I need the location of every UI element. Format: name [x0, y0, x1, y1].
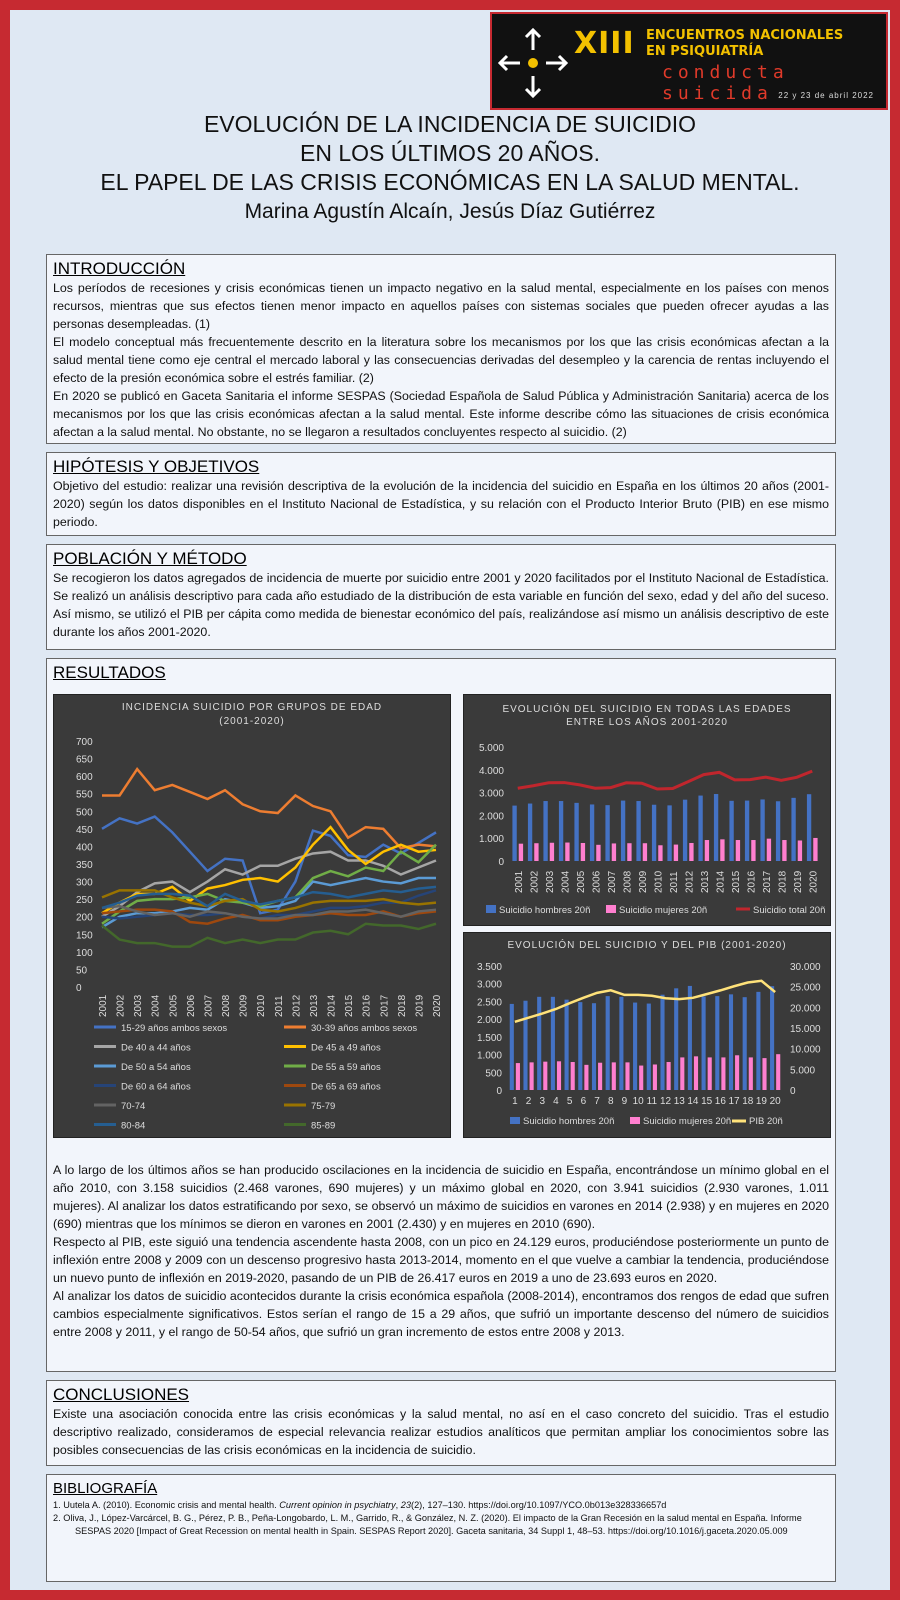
bar-men [683, 800, 687, 861]
x-tick-label: 2017 [379, 994, 391, 1017]
chart1-title: INCIDENCIA SUICIDIO POR GRUPOS DE EDAD [121, 702, 383, 713]
conclusions-heading: CONCLUSIONES [53, 1385, 190, 1404]
series-line [102, 924, 436, 947]
bar-women [571, 1062, 575, 1090]
ref1-volume: 23 [400, 1500, 412, 1510]
bar-men [512, 806, 516, 861]
x-tick-label: 7 [594, 1096, 600, 1107]
ref1-pages-doi: (2), 127–130. https://doi.org/10.1097/YCO.0b013e328336657d [411, 1500, 667, 1510]
y-tick-label: 400 [76, 842, 93, 854]
x-tick-label: 13 [673, 1096, 685, 1107]
x-tick-label: 2016 [746, 870, 758, 893]
authors: Marina Agustín Alcaín, Jesús Díaz Gutiérrez [244, 200, 656, 223]
intro-paragraph-1: Los períodos de recesiones y crisis económicas tienen un impacto negativo en la salud mental, especialmente en los países con menos recursos, mientras que sus efectos tienen menor impacto en aquellos países con sistemas sociales que pueden ofrecer ayudas a las personas desempleadas. (1) [53, 281, 829, 331]
bar-men [667, 805, 671, 861]
y2-tick-label: 20.000 [790, 1003, 821, 1015]
bar-women [550, 843, 554, 861]
bar-men [537, 997, 541, 1090]
bar-women [736, 840, 740, 861]
legend-label: Suicidio hombres 20ñ [499, 905, 591, 916]
chart1-plot [54, 695, 450, 1137]
intro-section [46, 254, 836, 444]
bar-men [621, 801, 625, 861]
x-tick-label: 14 [687, 1096, 699, 1107]
hypothesis-section [46, 452, 836, 536]
chart2-plot [464, 695, 830, 925]
bar-men [510, 1004, 514, 1090]
bar-men [590, 804, 594, 861]
bar-women [653, 1064, 657, 1090]
x-tick-label: 2004 [150, 994, 162, 1017]
bar-women [721, 1057, 725, 1090]
ref1-authors: 1. Uutela A. (2010). Economic crisis and mental health. [53, 1500, 280, 1510]
results-heading: RESULTADOS [53, 663, 166, 682]
bar-men [652, 805, 656, 861]
x-tick-label: 2008 [622, 870, 634, 893]
x-tick-label: 2011 [668, 871, 680, 893]
legend-label: 80-84 [121, 1120, 146, 1132]
x-tick-label: 5 [566, 1096, 573, 1107]
bar-women [643, 843, 647, 861]
x-tick-label: 2018 [777, 870, 789, 893]
bar-women [627, 843, 631, 861]
legend-label: De 45 a 49 años [311, 1042, 381, 1054]
x-tick-label: 2012 [291, 994, 303, 1017]
y2-tick-label: 30.000 [790, 962, 821, 973]
legend-label: Suicidio mujeres 20ñ [619, 905, 708, 916]
bar-women [674, 845, 678, 861]
bar-women [694, 1056, 698, 1090]
logo-line-2: EN PSIQUIATRÍA [646, 44, 764, 59]
bar-women [735, 1055, 739, 1090]
bar-men [559, 801, 563, 861]
title-line-2: EN LOS ÚLTIMOS 20 AÑOS. [300, 140, 600, 166]
y-tick-label: 50 [76, 965, 88, 977]
event-logo [490, 12, 888, 110]
x-tick-label: 15 [701, 1096, 713, 1107]
y-tick-label: 200 [76, 912, 93, 924]
bar-men [688, 986, 692, 1090]
bar-men [633, 1003, 637, 1090]
y-tick-label: 250 [76, 895, 93, 907]
legend-label: 30-39 años ambos sexos [311, 1023, 418, 1034]
bar-women [598, 1063, 602, 1090]
y-tick-label: 3.500 [476, 962, 502, 973]
bar-women [612, 1062, 616, 1090]
bar-men [619, 997, 623, 1090]
legend-label: De 50 a 54 años [121, 1062, 191, 1073]
bar-men [592, 1003, 596, 1090]
bar-men [807, 794, 811, 861]
conclusions-section [46, 1380, 836, 1466]
bar-women [813, 838, 817, 861]
age-group-chart [53, 694, 451, 1138]
legend-label: 70-74 [121, 1101, 146, 1112]
bar-women [584, 1065, 588, 1090]
x-tick-label: 2010 [256, 994, 268, 1017]
y-tick-label: 3.000 [478, 788, 504, 800]
bar-women [776, 1054, 780, 1090]
x-tick-label: 4 [553, 1096, 559, 1107]
x-tick-label: 2006 [591, 870, 603, 893]
poster-title [10, 110, 890, 226]
legend-label: 75-79 [311, 1101, 336, 1112]
bar-women [612, 843, 616, 861]
bar-women [534, 843, 538, 861]
y-tick-label: 2.000 [478, 811, 504, 823]
y2-tick-label: 5.000 [790, 1065, 816, 1077]
compass-arrows-icon [498, 28, 568, 98]
intro-paragraph-2: El modelo conceptual más frecuentemente descrito en la literatura sobre los mecanismos por los que las crisis económicas afectan a la salud mental tiene como eje central el mercado laboral y las consecuencias derivadas del desempleo y la carencia de rentas incluyendo el efecto de la presión económica sobre el estrés familiar. (2) [53, 335, 829, 385]
bar-women [625, 1062, 629, 1090]
x-tick-label: 2014 [715, 870, 727, 893]
x-tick-label: 10 [632, 1096, 644, 1107]
x-tick-label: 2003 [133, 994, 145, 1017]
x-tick-label: 2001 [513, 870, 525, 893]
bar-men [715, 996, 719, 1090]
legend-label: 15-29 años ambos sexos [121, 1023, 228, 1034]
x-tick-label: 2019 [792, 870, 804, 893]
x-tick-label: 17 [728, 1096, 740, 1107]
bar-women [581, 843, 585, 861]
x-tick-label: 2020 [808, 870, 820, 893]
bar-men [528, 804, 532, 861]
x-tick-label: 19 [755, 1096, 768, 1107]
y2-tick-label: 10.000 [790, 1044, 821, 1056]
x-tick-label: 2014 [326, 994, 338, 1017]
chart2-title: EVOLUCIÓN DEL SUICIDIO EN TODAS LAS EDADES [502, 704, 792, 715]
bar-men [606, 996, 610, 1090]
y-tick-label: 5.000 [478, 743, 504, 754]
y-tick-label: 0 [496, 1086, 502, 1097]
bar-women [689, 843, 693, 861]
x-tick-label: 2008 [221, 994, 233, 1017]
bar-men [543, 801, 547, 861]
legend-swatch [486, 905, 496, 913]
bar-women [751, 840, 755, 861]
bar-men [729, 801, 733, 861]
y-tick-label: 650 [76, 754, 93, 766]
y-tick-label: 0 [76, 983, 82, 994]
bar-women [705, 840, 709, 861]
x-tick-label: 2005 [575, 870, 587, 893]
logo-number: XIII [574, 26, 635, 61]
x-tick-label: 2 [525, 1096, 532, 1107]
chart3-plot [464, 933, 830, 1137]
bar-women [708, 1057, 712, 1090]
bar-men [770, 986, 774, 1090]
bar-women [667, 1062, 671, 1090]
bar-men [660, 995, 664, 1090]
ref1-journal: Current opinion in psychiatry [279, 1500, 396, 1510]
legend-label: De 40 a 44 años [121, 1042, 191, 1054]
reference-1 [53, 1499, 829, 1512]
y-tick-label: 0 [498, 857, 504, 868]
legend-label: Suicidio total 20ñ [753, 905, 826, 916]
x-tick-label: 2019 [414, 994, 426, 1017]
bar-men [574, 803, 578, 861]
bar-men [674, 988, 678, 1090]
title-line-1: EVOLUCIÓN DE LA INCIDENCIA DE SUICIDIO [203, 111, 697, 137]
legend-label: De 60 a 64 años [121, 1081, 191, 1093]
x-tick-label: 6 [580, 1096, 587, 1107]
bar-women [530, 1062, 534, 1090]
y-tick-label: 350 [76, 860, 93, 871]
y2-tick-label: 0 [790, 1086, 796, 1097]
x-tick-label: 9 [621, 1096, 628, 1107]
x-tick-label: 2017 [761, 870, 773, 893]
x-tick-label: 2005 [168, 994, 180, 1017]
bibliography-list [53, 1499, 829, 1538]
x-tick-label: 2003 [544, 870, 556, 893]
reference-2: 2. Oliva, J., López-Varcárcel, B. G., Pérez, P. B., Peña-Longobardo, L. M., Garrido, R., & González, N. Z. (2020). El impacto de la Gran Recesión en la salud mental en España. Informe SESPAS 2020 [Impact of Great Recession on mental health in Spain. SESPAS Report 2020]. Gaceta sanitaria, 34 Suppl 1, 48–53. https://doi.org/10.1016/j.gaceta.2020.05.009 [53, 1513, 802, 1536]
y2-tick-label: 25.000 [790, 982, 821, 994]
legend-label: 85-89 [311, 1120, 336, 1132]
bibliography-section [46, 1474, 836, 1582]
y-tick-label: 700 [76, 737, 93, 748]
poster [10, 10, 890, 1590]
chart1-subtitle: (2001-2020) [219, 716, 285, 727]
bar-women [798, 840, 802, 861]
bar-men [714, 794, 718, 861]
bar-women [680, 1057, 684, 1090]
bar-women [782, 840, 786, 861]
logo-date: 22 y 23 de abril 2022 [778, 91, 874, 100]
bar-women [543, 1062, 547, 1090]
method-paragraph: Se recogieron los datos agregados de incidencia de muerte por suicidio entre 2001 y 2020 facilitados por el Instituto Nacional de Estadística. Se realizó un análisis descriptivo para cada año estudiado de la distribución de esta variable en función del sexo, edad y del año del suceso. Así mismo, se utilizó el PIB per cápita como medida de bienestar económico del país, realizándose así mismo un análisis descriptivo de este durante los años 2001-2020. [53, 571, 829, 639]
method-heading: POBLACIÓN Y MÉTODO [53, 549, 247, 568]
x-tick-label: 2004 [560, 870, 572, 893]
bar-women [519, 844, 523, 861]
results-paragraph-2: Respecto al PIB, este siguió una tendencia ascendente hasta 2008, con un pico en 24.129 euros, produciéndose posteriormente un punto de inflexión entre 2008 y 2009 con un descenso progresivo hasta 2013-2014, momento en el que vuelve a cambiar la tendencia, produciéndose un nuevo punto de inflexión en 2019-2020, pasando de un PIB de 26.417 euros en 2019 a uno de 23.693 euros en 2020. [53, 1235, 829, 1285]
x-tick-label: 2012 [684, 870, 696, 893]
y-tick-label: 1.500 [476, 1032, 502, 1044]
title-line-3: EL PAPEL DE LAS CRISIS ECONÓMICAS EN LA SALUD MENTAL. [100, 169, 800, 195]
x-tick-label: 18 [742, 1096, 754, 1107]
intro-heading: INTRODUCCIÓN [53, 259, 186, 278]
x-tick-label: 2007 [606, 870, 618, 893]
y-tick-label: 500 [76, 807, 93, 819]
suicide-pib-chart [463, 932, 831, 1138]
x-tick-label: 12 [659, 1096, 672, 1107]
y-tick-label: 600 [76, 772, 93, 784]
chart2-subtitle: ENTRE LOS AÑOS 2001-2020 [566, 717, 728, 728]
y-tick-label: 300 [76, 877, 93, 889]
legend-label: De 55 a 59 años [311, 1062, 381, 1073]
hypothesis-paragraph: Objetivo del estudio: realizar una revisión descriptiva de la evolución de la incidencia del suicidio en España en los últimos 20 años (2001-2020) según los datos disponibles en el Instituto Nacional de Estadística, y su relación con el Producto Interior Bruto (PIB) en ese mismo periodo. [53, 479, 829, 529]
legend-label: De 65 a 69 años [311, 1081, 381, 1093]
x-tick-label: 2001 [98, 994, 109, 1017]
bar-men [523, 1001, 527, 1090]
bar-women [749, 1057, 753, 1090]
legend-swatch [606, 905, 616, 913]
bar-men [729, 994, 733, 1090]
x-tick-label: 2009 [637, 870, 649, 893]
bar-men [605, 805, 609, 861]
bar-women [596, 845, 600, 861]
logo-subtitle: conducta suicida [662, 62, 789, 104]
x-tick-label: 1 [512, 1096, 518, 1107]
bar-men [647, 1004, 651, 1090]
bar-women [639, 1066, 643, 1090]
bar-women [516, 1063, 520, 1090]
x-tick-label: 2010 [653, 870, 665, 893]
intro-paragraph-3: En 2020 se publicó en Gaceta Sanitaria el informe SESPAS (Sociedad Española de Salud Pública y Administración Sanitaria) acerca de los mecanismos por los que las crisis económicas afectan a la salud mental. Este informe describe cómo las situaciones de crisis económica afectan a la salud mental. No obstante, no se llegaron a resultados concluyentes respecto al suicidio. (2) [53, 389, 829, 439]
x-tick-label: 2015 [344, 994, 356, 1017]
hypothesis-heading: HIPÓTESIS Y OBJETIVOS [53, 457, 260, 476]
results-text [53, 1161, 829, 1341]
y2-tick-label: 15.000 [790, 1024, 821, 1035]
x-tick-label: 2016 [361, 994, 373, 1017]
bar-women [658, 845, 662, 861]
x-tick-label: 2009 [238, 994, 250, 1017]
legend-swatch [510, 1117, 520, 1124]
x-tick-label: 2011 [273, 995, 285, 1017]
legend-swatch [630, 1117, 640, 1124]
bar-men [702, 996, 706, 1090]
y-tick-label: 2.000 [476, 1015, 502, 1027]
x-tick-label: 2007 [203, 994, 215, 1017]
bar-women [565, 843, 569, 861]
y-tick-label: 2.500 [476, 997, 502, 1009]
x-tick-label: 2020 [432, 994, 443, 1017]
bar-men [636, 801, 640, 861]
bar-men [745, 801, 749, 861]
bar-men [743, 997, 747, 1090]
bar-men [776, 801, 780, 861]
bar-men [756, 992, 760, 1090]
x-tick-label: 3 [539, 1096, 546, 1107]
total-suicide-chart [463, 694, 831, 926]
results-paragraph-1: A lo largo de los últimos años se han producido oscilaciones en la incidencia de suicidio en España, encontrándose un mínimo global en el año 2010, con 3.158 suicidios (2.468 varones, 690 mujeres) y un máximo global en 2020, con 3.941 suicidios (2.930 varones, 1.011 mujeres). Al analizar los datos estratificando por sexo, se observó un máximo de suicidios en varones en 2014 (2.938) y en mujeres en 2020 (690) mientras que los mínimos se dieron en varones en 2001 (2.430) y en mujeres en 2010 (690). [53, 1163, 829, 1231]
bar-men [791, 798, 795, 861]
series-line [102, 769, 436, 848]
ref1-separator: , [395, 1500, 401, 1510]
y-tick-label: 1.000 [476, 1050, 502, 1062]
x-tick-label: 2018 [396, 994, 408, 1017]
bar-women [720, 839, 724, 861]
logo-line-1: ENCUENTROS NACIONALES [646, 28, 844, 43]
chart3-title: EVOLUCIÓN DEL SUICIDIO Y DEL PIB (2001-2020) [507, 940, 787, 951]
legend-label: Suicidio mujeres 20ñ [643, 1116, 732, 1127]
y-tick-label: 100 [76, 947, 93, 959]
legend-label: Suicidio hombres 20ñ [523, 1116, 615, 1127]
y-tick-label: 150 [76, 930, 93, 942]
x-tick-label: 2002 [115, 994, 127, 1017]
x-tick-label: 8 [607, 1096, 614, 1107]
y-tick-label: 3.000 [476, 979, 502, 991]
y-tick-label: 550 [76, 789, 93, 801]
results-paragraph-3: Al analizar los datos de suicidio acontecidos durante la crisis económica española (2008-2014), encontramos dos rengos de edad que sufren cambios especialmente significativos. Estos serían el rango de 15 a 29 años, que sufrió un importante descenso del número de suicidios entre 2008 y 2011, y el rango de 50-54 años, que sufrió un gran incremento de estos entre 2008 y 2013. [53, 1289, 829, 1339]
x-tick-label: 2015 [730, 870, 742, 893]
total-line [518, 771, 813, 789]
x-tick-label: 2013 [308, 994, 320, 1017]
x-tick-label: 2013 [699, 870, 711, 893]
method-section [46, 544, 836, 650]
y-tick-label: 500 [485, 1068, 502, 1080]
legend-label: PIB 20ñ [749, 1116, 783, 1127]
bibliography-heading: BIBLIOGRAFÍA [53, 1480, 158, 1497]
bar-women [557, 1061, 561, 1090]
bar-men [565, 1000, 569, 1090]
x-tick-label: 16 [714, 1096, 726, 1107]
bar-women [767, 839, 771, 861]
bar-men [578, 1002, 582, 1090]
x-tick-label: 2006 [185, 994, 197, 1017]
y-tick-label: 1.000 [478, 834, 504, 846]
y-tick-label: 450 [76, 824, 93, 836]
conclusions-paragraph: Existe una asociación conocida entre las crisis económicas y la salud mental, no así en el caso concreto del suicidio. Tras el estudio descriptivo realizado, consideramos de especial relevancia realizar estudios analíticos que permitan ampliar los conocimientos sobre las posibles consecuencias de las crisis económicas en la incidencia de suicidio. [53, 1407, 829, 1457]
bar-men [698, 796, 702, 861]
bar-men [760, 799, 764, 861]
bar-women [762, 1058, 766, 1090]
x-tick-label: 11 [646, 1096, 658, 1107]
x-tick-label: 20 [769, 1096, 781, 1107]
y-tick-label: 4.000 [478, 765, 504, 777]
x-tick-label: 2002 [529, 870, 541, 893]
